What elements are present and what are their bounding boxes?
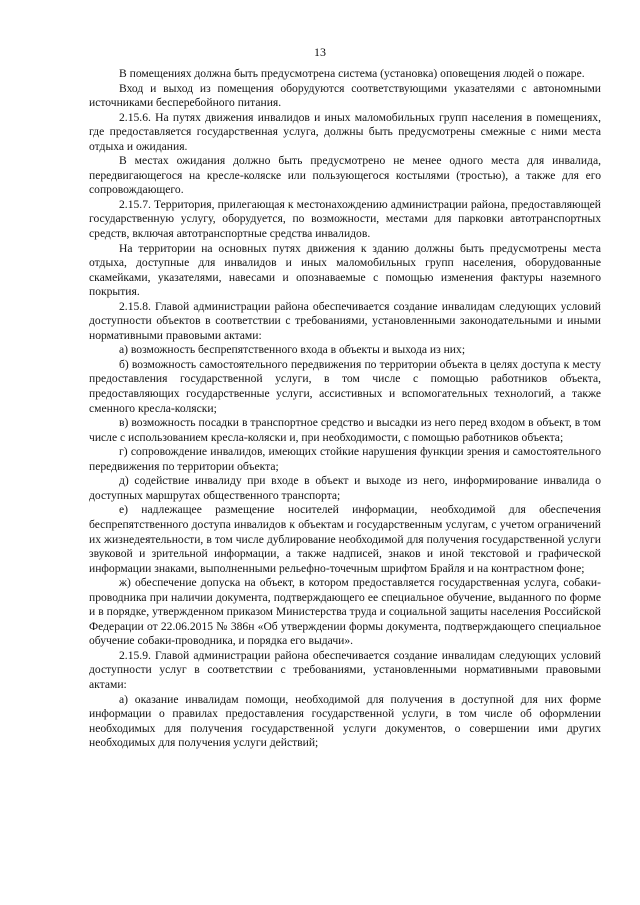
list-item-v: в) возможность посадки в транспортное средство и высадки из него перед входом в объект, в том числе с использованием кресла-коляски и, при необходимости, с помощью работников объекта; <box>89 416 601 444</box>
page-number: 13 <box>314 45 326 59</box>
list-item-a: а) возможность беспрепятственного входа в объекты и выхода из них; <box>119 343 466 357</box>
list-item-e: е) надлежащее размещение носителей информации, необходимой для обеспечения беспрепятственного доступа инвалидов к объектам и государственным услугам, с учетом ограничений их жизнедеятельности, в том числе дублирование необходимой для получения государственной услуги звуковой и зрительной информации, а также надписей, знаков и иной текстовой и графической информации знаками, выполненными рельефно-точечным шрифтом Брайля и на контрастном фоне; <box>89 503 601 575</box>
list-item-zh: ж) обеспечение допуска на объект, в котором предоставляется государственная услуга, собаки-проводника при наличии документа, подтверждающего ее специальное обучение, выданного по форме и в порядке, утвержденном приказом Министерства труда и социальной защиты населения Российской Федерации от 22.06.2015 № 386н «Об утверждении формы документа, подтверждающего специальное обучение собаки-проводника, и порядка его выдачи». <box>89 576 601 648</box>
list-item-g: г) сопровождение инвалидов, имеющих стойкие нарушения функции зрения и самостоятельного передвижения по территории объекта; <box>89 445 601 473</box>
list-item-b: б) возможность самостоятельного передвижения по территории объекта в целях доступа к месту предоставления государственной услуги, в том числе с помощью работников объекта, предоставляющих государственные услуги, ассистивных и вспомогательных технологий, а также сменного кресла-коляски; <box>89 357 601 415</box>
paragraph-2-15-7: 2.15.7. Территория, прилегающая к местонахождению администрации района, предоставляющей государственную услугу, оборудуется, по возможности, местами для парковки автотранспортных средств, включая автотранспортные средства инвалидов. <box>89 197 601 241</box>
list-item-d: д) содействие инвалиду при входе в объект и выходе из него, информирование инвалида о доступных маршрутах общественного транспорта; <box>89 474 601 502</box>
paragraph-fire-alert: В помещениях должна быть предусмотрена система (установка) оповещения людей о пожаре. <box>119 67 585 80</box>
list-item-a-services: а) оказание инвалидам помощи, необходимой для получения в доступной для них форме информации о правилах предоставления государственной услуги, в том числе об оформлении необходимых для получения государственной услуги документов, о совершении ими других необходимых для получения услуги действий; <box>89 692 601 750</box>
paragraph-2-15-9: 2.15.9. Главой администрации района обеспечивается создание инвалидам следующих условий доступности услуг в соответствии с требованиями, установленными нормативными правовыми актами: <box>89 648 601 691</box>
paragraph-2-15-8: 2.15.8. Главой администрации района обеспечивается создание инвалидам следующих условий доступности объектов в соответствии с требованиями, установленными законодательными и иными нормативными правовыми актами: <box>89 299 601 342</box>
document-body <box>89 67 601 751</box>
paragraph-territory-rest: На территории на основных путях движения к зданию должны быть предусмотрены места отдыха, доступные для инвалидов и иных маломобильных групп населения, оборудованные скамейками, указателями, навесами и опознаваемые с помощью изменения фактуры наземного покрытия. <box>89 241 601 299</box>
paragraph-waiting-places: В местах ожидания должно быть предусмотрено не менее одного места для инвалида, передвигающегося на кресле-коляске или пользующегося костылями (тростью), а также для его сопровождающего. <box>89 154 601 197</box>
paragraph-entrance-exit: Вход и выход из помещения оборудуются соответствующими указателями с автономными источниками бесперебойного питания. <box>89 81 601 110</box>
paragraph-2-15-6: 2.15.6. На путях движения инвалидов и иных маломобильных групп населения в помещениях, где предоставляется государственная услуга, должны быть предусмотрены смежные с ними места отдыха и ожидания. <box>89 110 601 153</box>
